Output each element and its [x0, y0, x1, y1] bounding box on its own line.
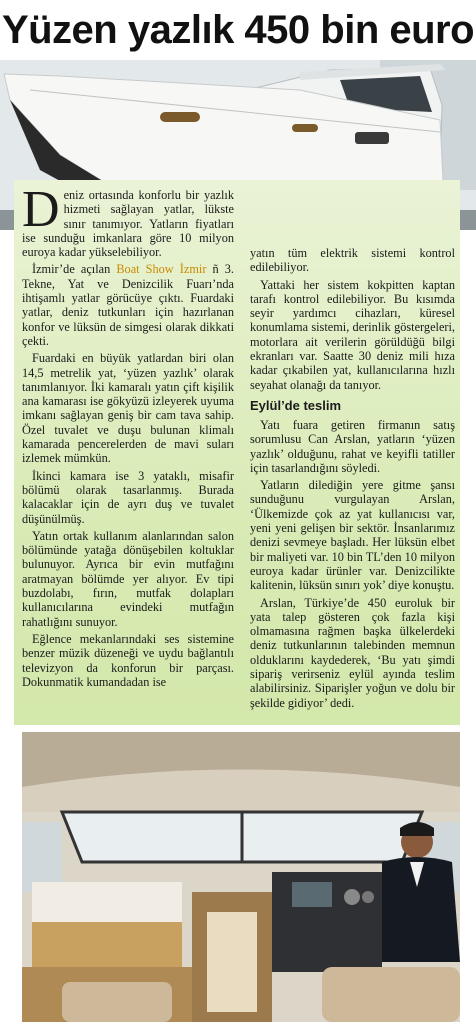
paragraph: Eğlence mekanlarındaki ses sistemine benzer müzik düzeneği ve uydu bağlantılı televizyon da konforun bir parçası. Dokunmatik kumandadan ise	[22, 631, 234, 689]
paragraph: İkinci kamara ise 3 yataklı, misafir bölümü olarak tasarlanmış. Burada kalacaklar için de ayrı duş ve tuvalet düşünülmüş.	[22, 468, 234, 526]
section-subheading: Eylül’de teslim	[250, 397, 342, 413]
paragraph: yatın tüm elektrik sistemi kontrol edilebiliyor.	[250, 246, 455, 275]
paragraph: Fuardaki en büyük yatlardan biri olan 14,5 metrelik yat, ‘yüzen yazlık’ olarak tanımlanıyor. İki kamaralı yatın çift kişilik ana kamarası ise gökyüzü izleyerek uyuma imkanı sağlayan geniş bir cam tava sahip. Özel tuvalet ve duşu bulunan klimalı kamarada pencerelerden de mavi suları izlemek mümkün.	[22, 351, 234, 466]
paragraph: Yatı fuara getiren firmanın satış sorumlusu Can Arslan, yatların ‘yüzen yazlık’ olduğunu, rahat ve keyifli tatiller için tasarlandığını söyledi.	[250, 417, 455, 475]
article-headline: Yüzen yazlık 450 bin euro	[1, 8, 475, 52]
intro-text: eniz ortasında konforlu bir yazlık hizmeti sağlayan yatlar, lükste sınır tanımıyor. Yatların fiyatları ise sunduğu imkanlara göre 10 milyon euroya kadar yükselebiliyor.	[22, 188, 234, 260]
intro-paragraph	[22, 181, 234, 260]
drop-cap: D	[22, 181, 60, 238]
event-link-text: Boat Show İzmir	[116, 262, 207, 277]
paragraph	[22, 262, 234, 348]
paragraph: Yattaki her sistem kokpitten kaptan tarafı kontrol edilebiliyor. Bu kısımda seyir yardımcı cihazları, küresel konumlama sistemi, derinlik göstergeleri, motorlara ait verilerin görüldüğü bilgi ekranları var. Saatte 30 deniz mili hıza kadar çıkabilen yat, kullanıcılarına hızlı seyahat olanağı da tanıyor.	[250, 277, 455, 392]
paragraph: Yatın ortak kullanım alanlarından salon bölümünde yatağa dönüşebilen koltuklar bulunuyor. Ayrıca bir evin mutfağını aratmayan bölümde yer alıyor. Ev tipi buzdolabı, fırın, mutfak dolapları kullanıcılarına evindeki mutfağın rahatlığını sunuyor.	[22, 528, 234, 629]
yacht-interior-photo	[22, 732, 460, 1022]
article-left-column	[22, 181, 234, 692]
article-right-column	[250, 246, 455, 713]
paragraph-text: ñ 3. Tekne, Yat ve Denizcilik Fuarı’nda ihtişamlı yatlar görücüye çıktı. Fuardaki yatlar, deniz tutkunları için hazırlanan konfor ve lüksün de simgesi olarak dikkati çekti.	[22, 262, 234, 348]
paragraph-text: İzmir’de açılan	[32, 262, 117, 277]
paragraph: Yatların dilediğin yere gitme şansı sunduğunu vurgulayan Arslan, ‘Ülkemizde çok az yat kullanıcısı var, yeni yeni gelişen bir sektör. İnsanlarımız denizi sevmeye başladı. Her lüksün elbet bir maliyeti var. 10 bin TL’den 10 milyon euroya kadar ürünler var. Denizcilikte kalitenin, lüksün sınırı yok’ diye konuştu.	[250, 478, 455, 593]
paragraph: Arslan, Türkiye’de 450 euroluk bir yata talep gösteren çok fazla kişi olmamasına rağmen başka ülkelerdeki deniz tutkunlarının talebinden memnun olduklarını kaydederek, ‘Bu yatı şimdi sipariş verirseniz eylül ayında teslim alabilirsiniz. Siparişler yoğun ve dolu bir şekilde gidiyor’ dedi.	[250, 595, 455, 710]
